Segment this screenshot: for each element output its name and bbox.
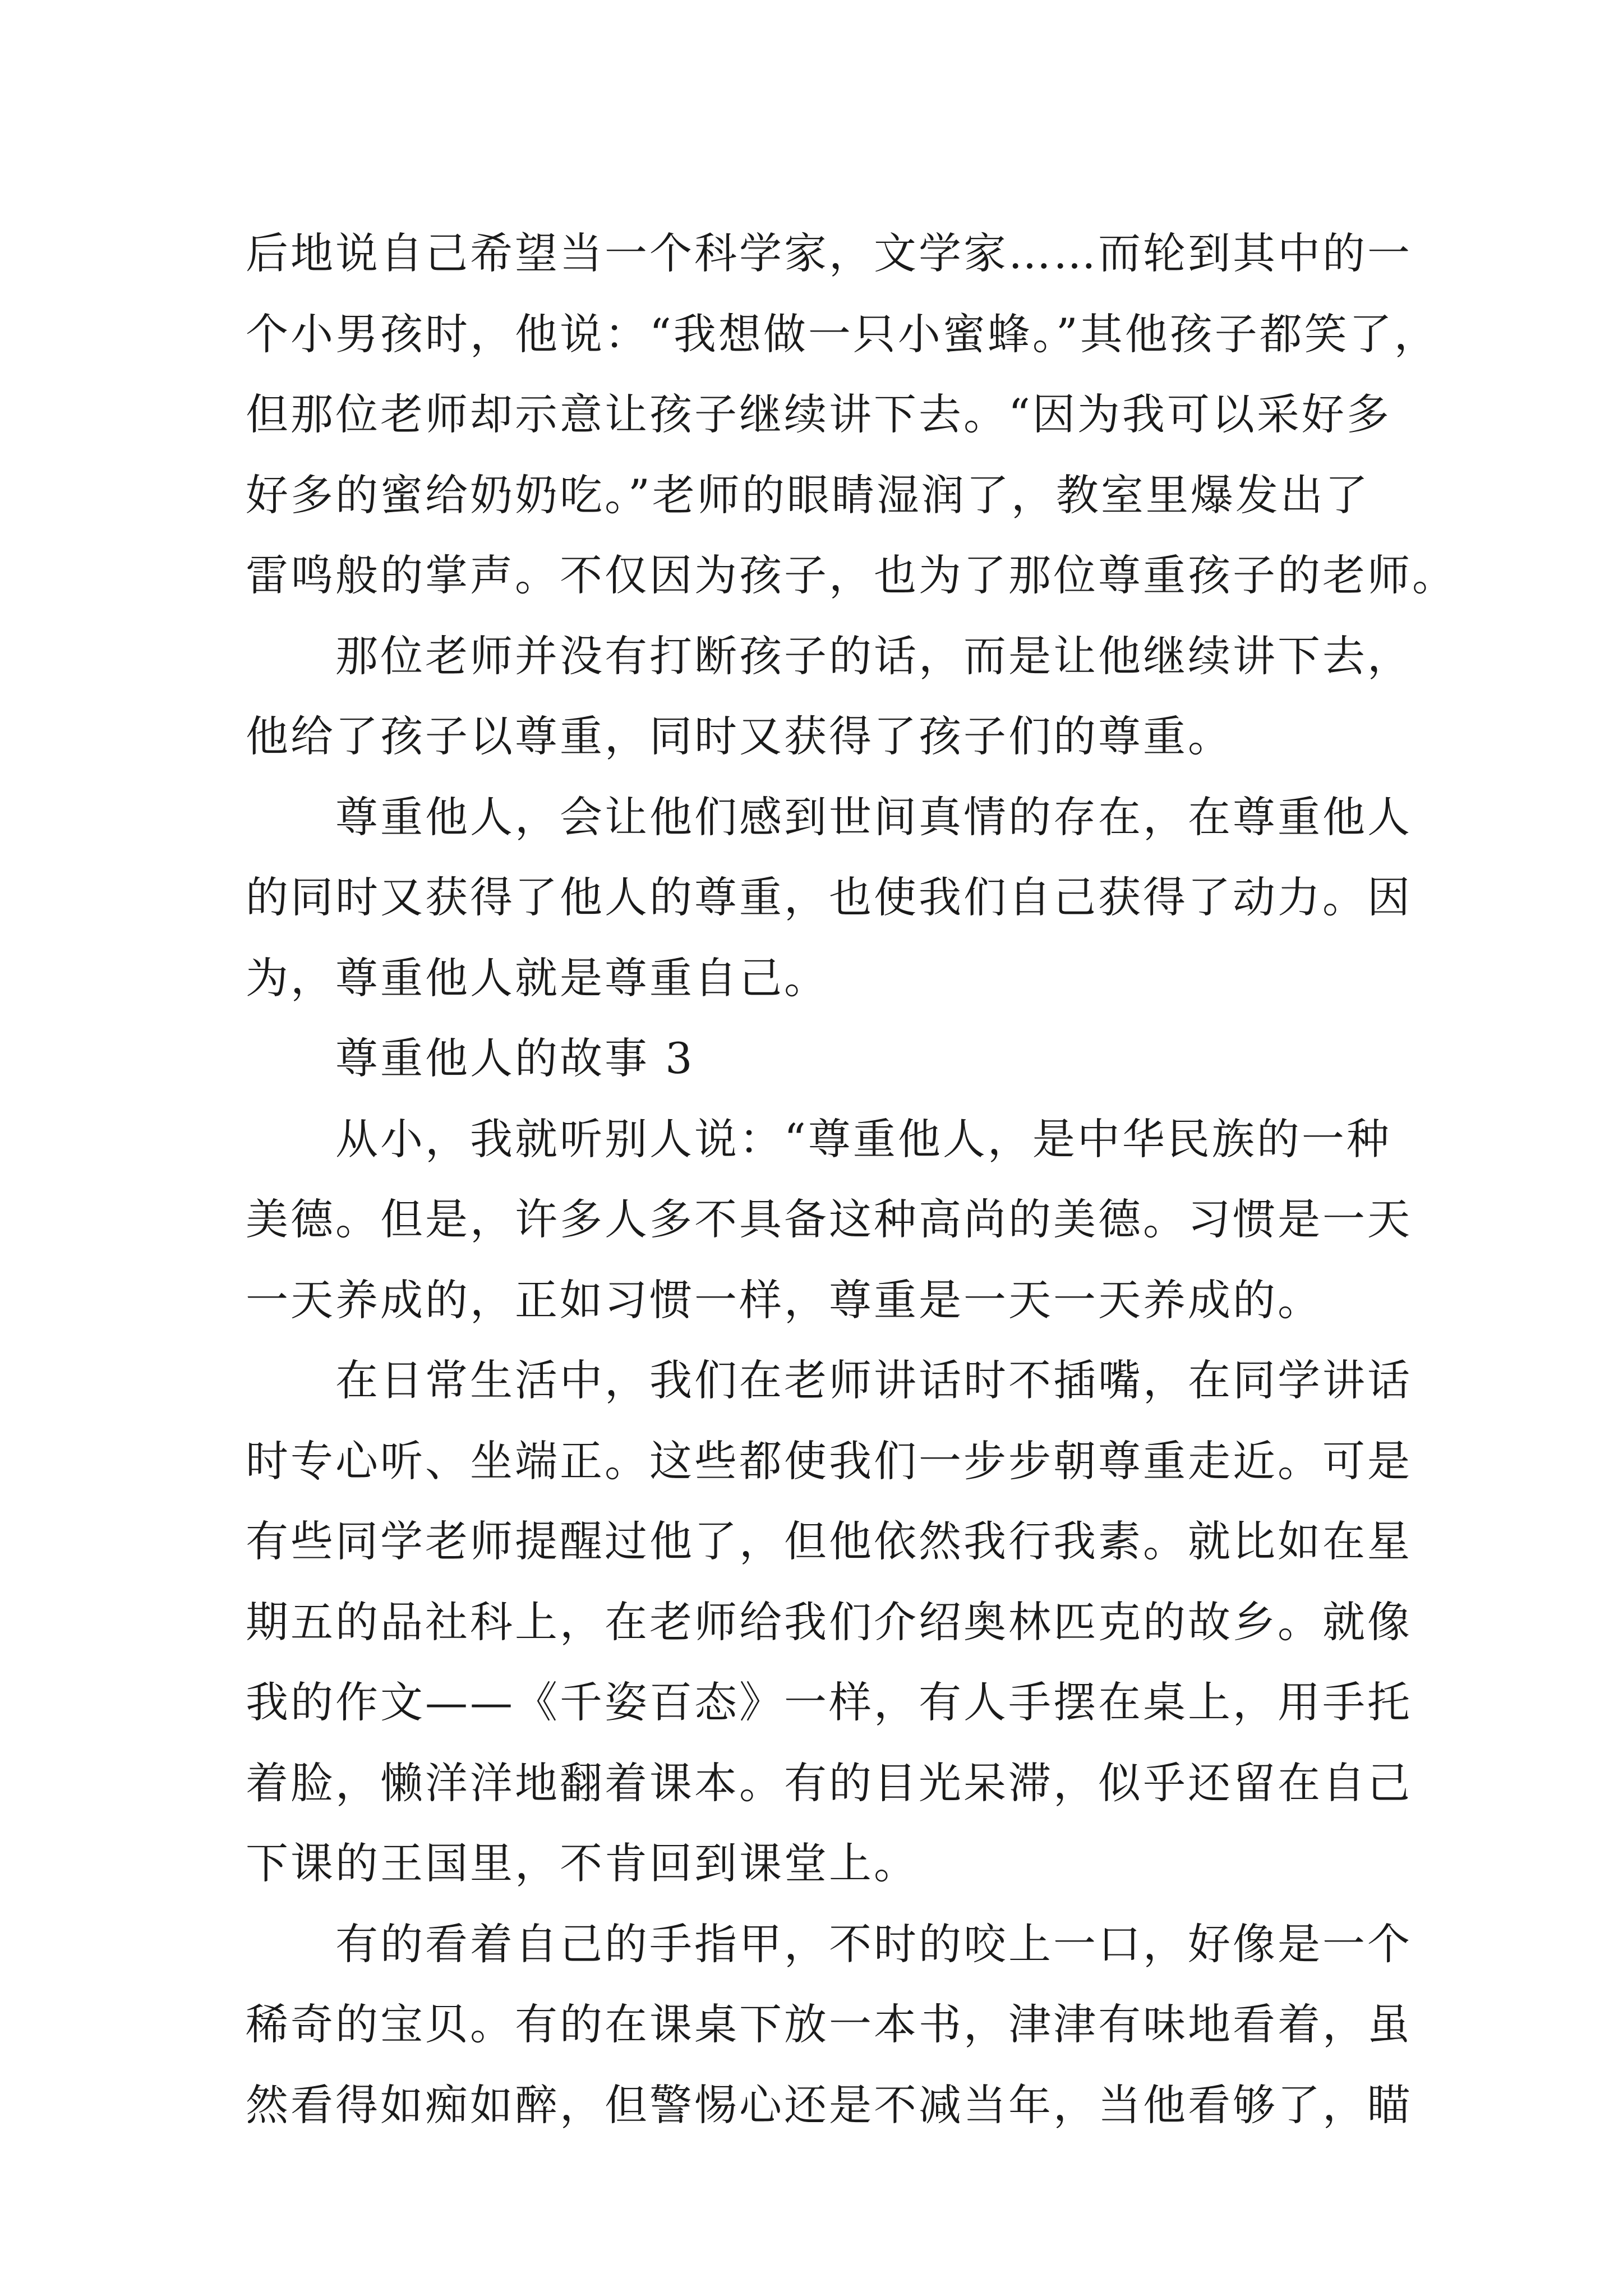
- text-line: 有的看着自己的手指甲，不时的咬上一口，好像是一个: [335, 1918, 1412, 1969]
- text-line: 的同时又获得了他人的尊重，也使我们自己获得了动力。因: [246, 872, 1412, 922]
- text-line: 时专心听、坐端正。这些都使我们一步步朝尊重走近。可是: [246, 1435, 1412, 1486]
- section-heading: [246, 1018, 1390, 1099]
- text-line: 雷鸣般的掌声。不仅因为孩子，也为了那位尊重孩子的老师。: [246, 550, 1457, 600]
- text-line: 后地说自己希望当一个科学家，文学家……而轮到其中的一: [246, 228, 1412, 278]
- text-line: 好多的蜜给奶奶吃。”老师的眼睛湿润了，教室里爆发出了: [246, 470, 1370, 520]
- text-line: 有些同学老师提醒过他了，但他依然我行我素。就比如在星: [246, 1516, 1412, 1566]
- paragraph-2: [246, 616, 1412, 777]
- text-line: 我的作文——《千姿百态》一样，有人手摆在桌上，用手托: [246, 1677, 1412, 1727]
- paragraph-3: [246, 777, 1412, 1019]
- text-line: 着脸，懒洋洋地翻着课本。有的目光呆滞，似乎还留在自己: [246, 1757, 1412, 1808]
- text-line: 尊重他人，会让他们感到世间真情的存在，在尊重他人: [335, 792, 1412, 842]
- text-line: 在日常生活中，我们在老师讲话时不插嘴，在同学讲话: [335, 1355, 1412, 1405]
- text-line: 美德。但是，许多人多不具备这种高尚的美德。习惯是一天: [246, 1194, 1412, 1244]
- paragraph-5: [246, 1099, 1412, 1341]
- text-line: 个小男孩时，他说：“我想做一只小蜜蜂。”其他孩子都笑了，: [246, 309, 1439, 359]
- section-heading-text: 尊重他人的故事 3: [335, 1033, 695, 1083]
- text-line: 为，尊重他人就是尊重自己。: [246, 953, 829, 1003]
- paragraph-1: [246, 213, 1457, 616]
- text-line: 那位老师并没有打断孩子的话，而是让他继续讲下去，: [335, 631, 1412, 681]
- text-line: 下课的王国里，不肯回到课堂上。: [246, 1838, 919, 1888]
- text-line: 然看得如痴如醉，但警惕心还是不减当年，当他看够了，瞄: [246, 2079, 1412, 2130]
- text-line: 期五的品社科上，在老师给我们介绍奥林匹克的故乡。就像: [246, 1596, 1412, 1647]
- text-line: 他给了孩子以尊重，同时又获得了孩子们的尊重。: [246, 711, 1233, 761]
- text-line: 从小，我就听别人说：“尊重他人，是中华民族的一种: [335, 1114, 1391, 1164]
- paragraph-7: [246, 1904, 1412, 2146]
- document-body: [246, 213, 1457, 2145]
- text-line: 但那位老师却示意让孩子继续讲下去。“因为我可以采好多: [246, 389, 1391, 439]
- text-line: 稀奇的宝贝。有的在课桌下放一本书，津津有味地看着，虽: [246, 1999, 1412, 2049]
- paragraph-6: [246, 1340, 1412, 1904]
- text-line: 一天养成的，正如习惯一样，尊重是一天一天养成的。: [246, 1274, 1322, 1325]
